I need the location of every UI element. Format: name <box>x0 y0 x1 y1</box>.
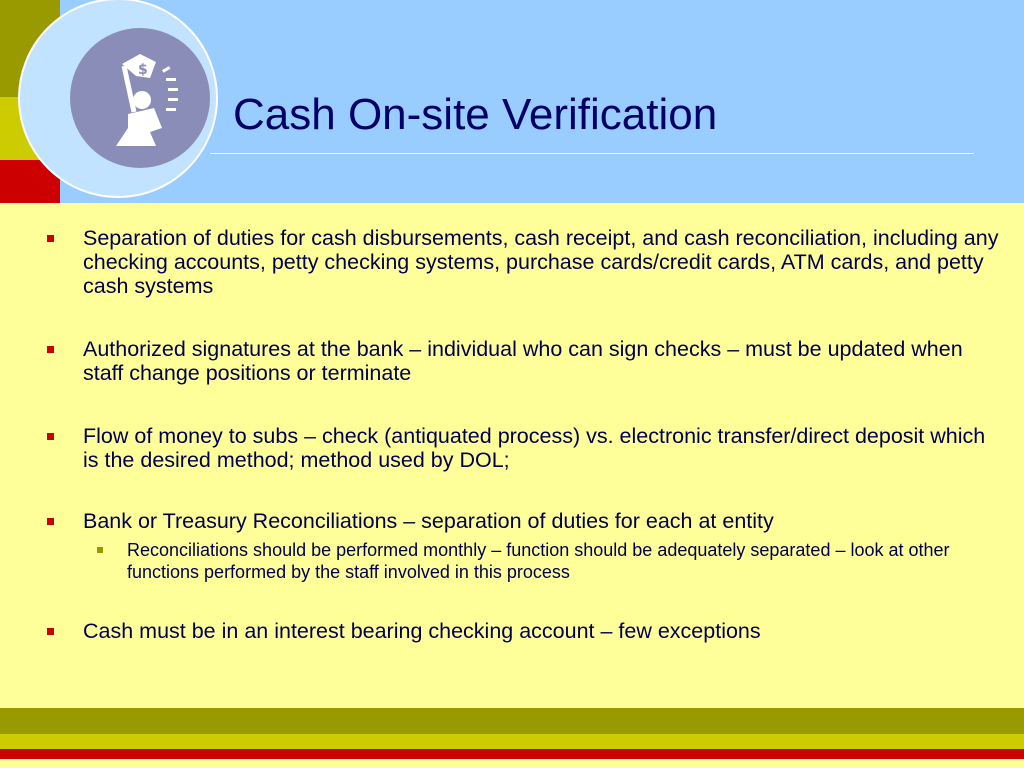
footer-band-lime <box>0 734 1024 749</box>
bullet-text: Separation of duties for cash disbursements, cash receipt, and cash reconciliation, including any checking accounts, petty checking systems, purchase cards/credit cards, ATM cards, and petty cash systems <box>83 226 999 298</box>
bullet-marker-icon <box>47 628 54 635</box>
sub-bullet-marker-icon <box>97 547 103 553</box>
footer-band-olive <box>0 708 1024 734</box>
bullet-item <box>83 424 1003 472</box>
bullet-marker-icon <box>47 433 54 440</box>
title-underline <box>210 153 974 154</box>
bullet-text: Cash must be in an interest bearing checking account – few exceptions <box>83 619 761 643</box>
bullet-marker-icon <box>47 346 54 353</box>
svg-text:$: $ <box>138 62 148 78</box>
bullet-marker-icon <box>47 518 54 525</box>
bullet-item <box>83 337 973 385</box>
bullet-text: Flow of money to subs – check (antiquated process) vs. electronic transfer/direct deposit which is the desired method; method used by DOL; <box>83 424 986 472</box>
bullet-item <box>83 509 1003 533</box>
bullet-text: Authorized signatures at the bank – individual who can sign checks – must be updated when staff change positions or terminate <box>83 337 963 385</box>
slide-body <box>0 203 1024 708</box>
bullet-item <box>83 619 1003 643</box>
slide-title: Cash On-site Verification <box>233 90 718 139</box>
sub-bullet-item <box>127 539 987 583</box>
sub-bullet-text: Reconciliations should be performed monthly – function should be adequately separated – look at other functions performed by the staff involved in this process <box>127 540 950 582</box>
footer-band-yellow <box>0 759 1024 768</box>
bullet-item <box>83 226 1003 298</box>
slide-header <box>0 0 1024 203</box>
person-waving-dollar-flag-icon <box>70 28 210 168</box>
footer-band-red <box>0 749 1024 759</box>
logo-circle-outer <box>18 0 218 198</box>
bullet-text: Bank or Treasury Reconciliations – separation of duties for each at entity <box>83 509 774 533</box>
bullet-marker-icon <box>47 235 54 242</box>
